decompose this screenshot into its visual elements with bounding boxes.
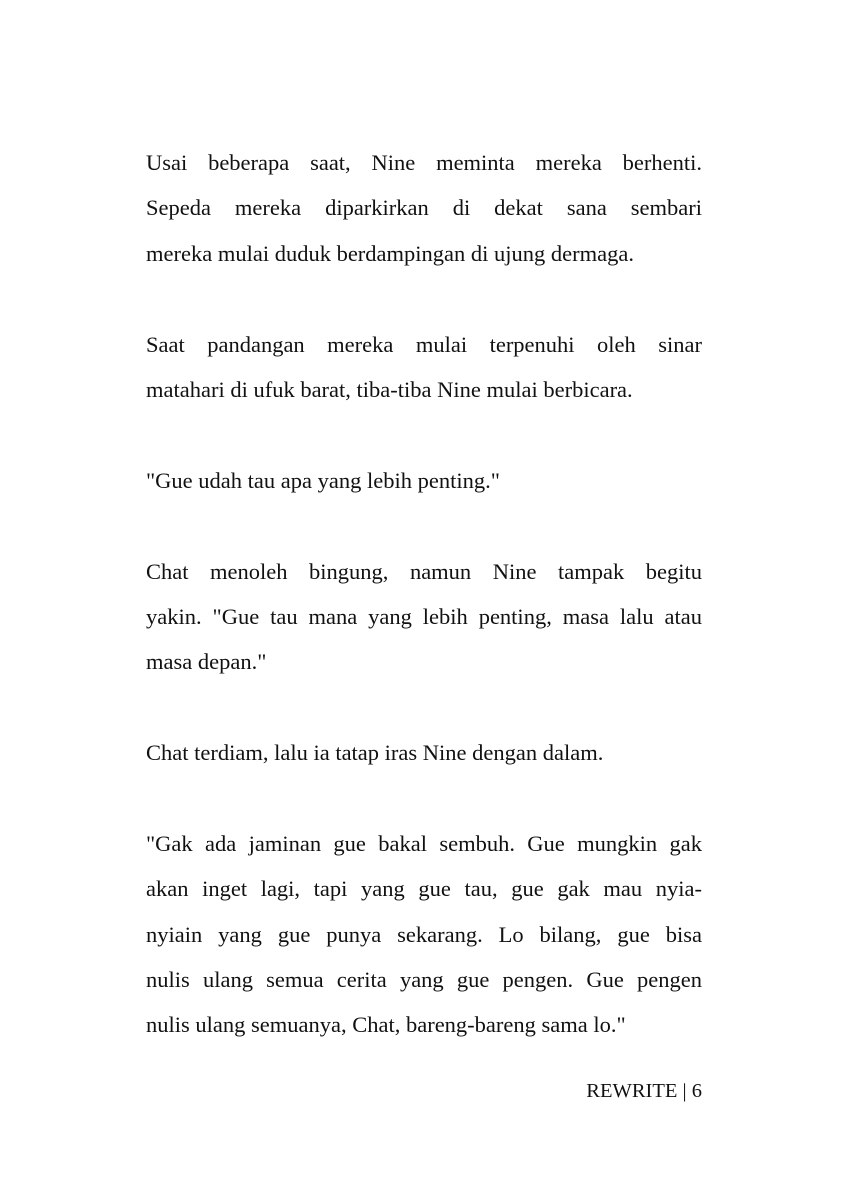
paragraph-gap [146, 503, 702, 548]
text-line: nulis ulang semuanya, Chat, bareng-bareng sama lo." [146, 1012, 626, 1038]
text-line: masa depan." [146, 649, 267, 675]
text-line: Saat pandangan mereka mulai terpenuhi oleh sinar [146, 331, 702, 357]
footer-separator: | [682, 1080, 687, 1102]
text-line: "Gue udah tau apa yang lebih penting." [146, 467, 500, 493]
page-body [146, 140, 702, 1048]
text-line: nyiain yang gue punya sekarang. Lo bilang, gue bisa [146, 921, 702, 947]
paragraph [146, 730, 702, 775]
text-line: yakin. "Gue tau mana yang lebih penting, masa lalu atau [146, 603, 702, 629]
text-line: akan inget lagi, tapi yang gue tau, gue gak mau nyia- [146, 876, 702, 902]
paragraph [146, 322, 702, 413]
text-line: Sepeda mereka diparkirkan di dekat sana sembari [146, 195, 702, 221]
paragraph-gap [146, 685, 702, 730]
text-line: Usai beberapa saat, Nine meminta mereka berhenti. [146, 150, 702, 175]
paragraph [146, 458, 702, 503]
text-line: Chat menoleh bingung, namun Nine tampak begitu [146, 558, 702, 584]
paragraph [146, 821, 702, 1048]
text-line: nulis ulang semua cerita yang gue pengen. Gue pengen [146, 967, 702, 993]
page-number: 6 [691, 1080, 702, 1102]
text-line: mereka mulai duduk berdampingan di ujung dermaga. [146, 240, 634, 266]
text-line: "Gak ada jaminan gue bakal sembuh. Gue mungkin gak [146, 830, 702, 856]
paragraph-gap [146, 412, 702, 457]
text-line: Chat terdiam, lalu ia tatap iras Nine dengan dalam. [146, 740, 604, 766]
paragraph-gap [146, 775, 702, 820]
page-footer [586, 1074, 702, 1108]
paragraph [146, 549, 702, 685]
paragraph-gap [146, 276, 702, 321]
text-line: matahari di ufuk barat, tiba-tiba Nine mulai berbicara. [146, 376, 633, 402]
book-title: REWRITE [586, 1080, 678, 1102]
paragraph [146, 140, 702, 276]
